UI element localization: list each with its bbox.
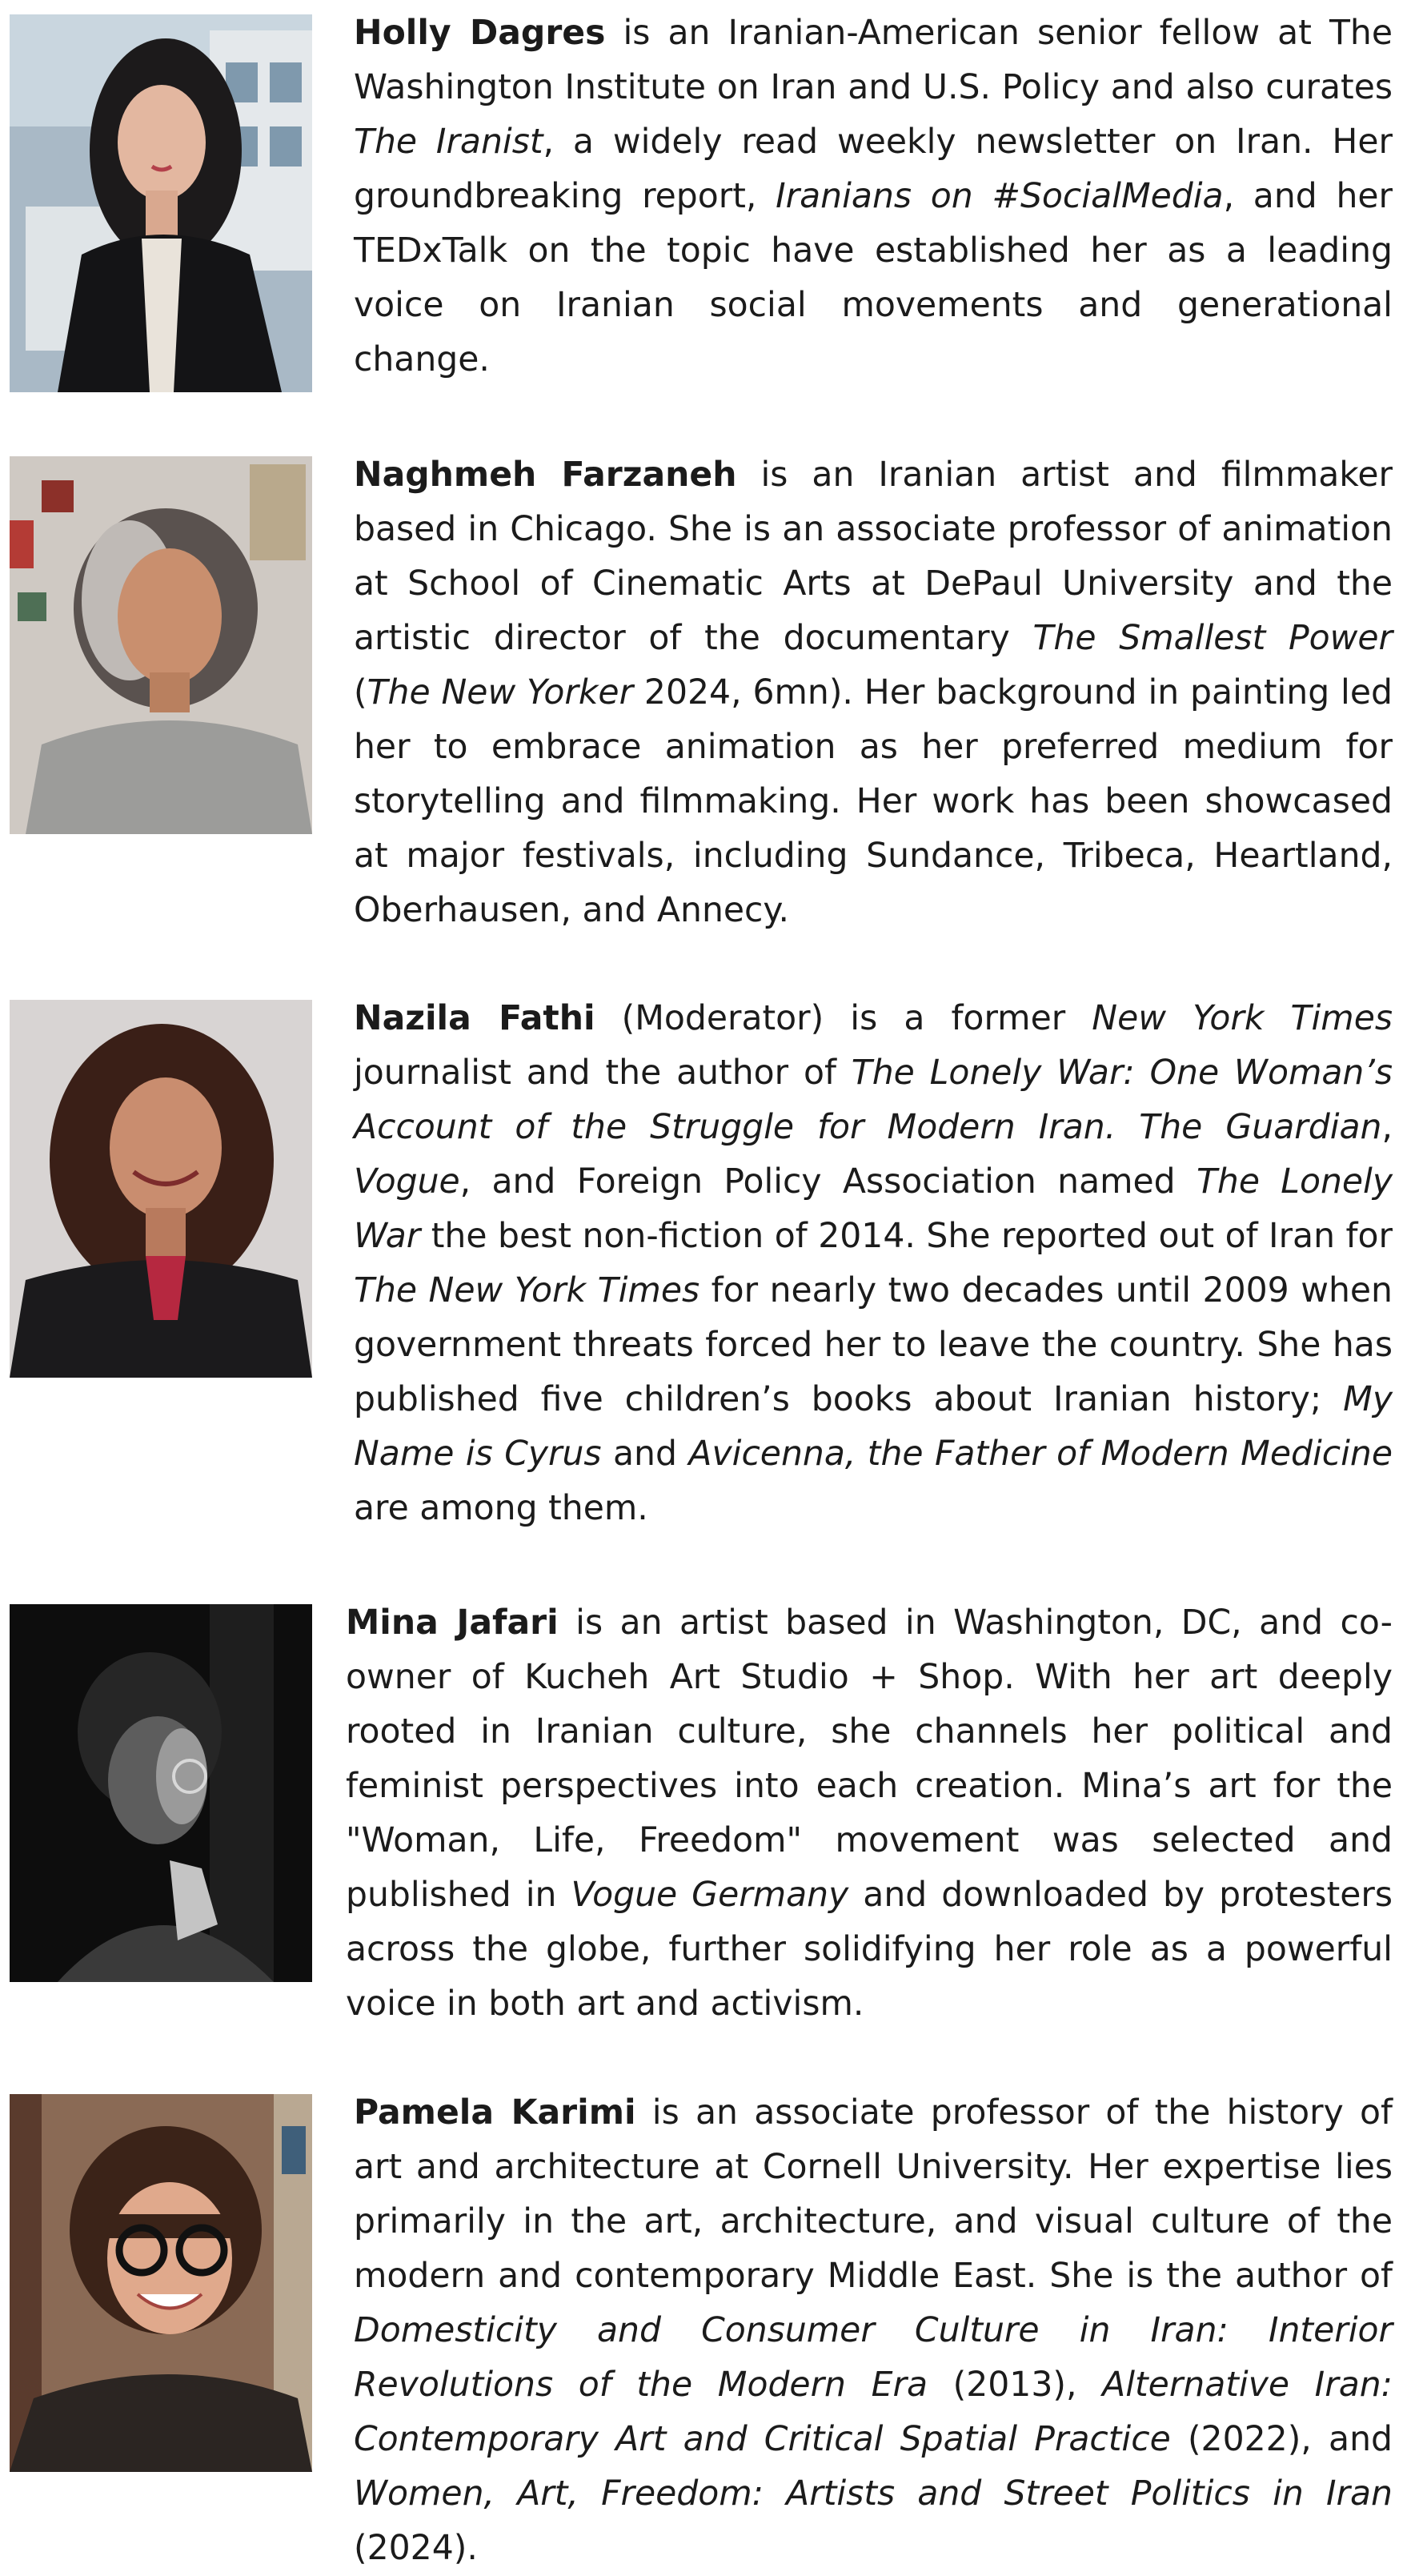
bio-text-segment: is an artist based in Washington, DC, and co-owner of Kucheh Art Studio + Shop. With her art deeply rooted in Iranian culture, she channels her political and feminist perspectives into each creation. Mina’s art for the "Woman, Life, Freedom" movement was selected and published in bbox=[346, 1603, 1393, 1915]
bio-text-segment: are among them. bbox=[354, 1489, 648, 1528]
bio-text-segment: for nearly two decades until 2009 when government threats forced her to leave the country. She has published five children’s books about Iranian history; bbox=[354, 1271, 1393, 1419]
person-name: Naghmeh Farzaneh bbox=[354, 455, 737, 495]
bio-text-segment: , a widely read weekly newsletter on Iran. Her groundbreaking report, bbox=[354, 122, 1393, 216]
publication-title: Vogue Germany bbox=[571, 1876, 849, 1915]
bio-text-segment: and downloaded by protesters across the globe, further solidifying her role as a powerful voice in both art and activism. bbox=[346, 1876, 1393, 2024]
bio-text-segment: (2013), bbox=[928, 2365, 1103, 2405]
portrait-photo bbox=[10, 456, 312, 834]
publication-title: New York Times bbox=[1092, 999, 1393, 1038]
portrait-nazila-fathi bbox=[10, 1000, 312, 1378]
portrait-holly-dagres bbox=[10, 14, 312, 392]
bio-text-segment: (2024). bbox=[354, 2529, 478, 2568]
bio-text-segment: journalist and the author of bbox=[354, 1053, 852, 1093]
portrait-photo bbox=[10, 1000, 312, 1378]
bio-text-segment: 2024, 6mn). Her background in painting led her to embrace animation as her preferred medium for storytelling and filmmaking. Her work has been showcased at major festivals, including Sundance, Tribeca, Heartland, Oberhausen, and Annecy. bbox=[354, 673, 1393, 930]
bio-text bbox=[354, 448, 1393, 938]
bio-text-segment: and bbox=[601, 1434, 689, 1474]
portrait-naghmeh-farzaneh bbox=[10, 456, 312, 834]
person-name: Pamela Karimi bbox=[354, 2093, 636, 2133]
bio-text-segment: ( bbox=[354, 673, 367, 712]
portrait-photo bbox=[10, 14, 312, 392]
book-title: Alternative Iran: Contemporary Art and Critical Spatial Practice bbox=[354, 2365, 1393, 2459]
book-title: Women, Art, Freedom: Artists and Street Politics in Iran bbox=[354, 2474, 1393, 2514]
bio-text-segment: is an Iranian artist and filmmaker based in Chicago. She is an associate professor of animation at School of Cinematic Arts at DePaul University and the artistic director of the documentary bbox=[354, 455, 1393, 658]
bio-text-segment: is an Iranian-American senior fellow at The Washington Institute on Iran and U.S. Policy and also curates bbox=[354, 14, 1393, 107]
person-name: Nazila Fathi bbox=[354, 999, 595, 1038]
publication-title: Vogue bbox=[354, 1162, 460, 1202]
portrait-photo bbox=[10, 2094, 312, 2472]
person-name: Mina Jafari bbox=[346, 1603, 559, 1643]
portrait-photo bbox=[10, 1604, 312, 1982]
book-title: Domesticity and Consumer Culture in Iran: Interior Revolutions of the Modern Era bbox=[354, 2311, 1393, 2405]
film-title: The Smallest Power bbox=[1032, 619, 1393, 658]
bio-text-segment: (2022), and bbox=[1170, 2420, 1393, 2459]
bio-text bbox=[346, 1596, 1393, 2032]
bio-text bbox=[354, 2086, 1393, 2576]
bio-text-segment: , and Foreign Policy Association named bbox=[459, 1162, 1197, 1202]
book-title: The Lonely War bbox=[354, 1162, 1393, 1256]
bio-text-segment: is an associate professor of the history of art and architecture at Cornell University. Her expertise lies primarily in the art, architecture, and visual culture of the modern and contemporary Middle East. She is the author of bbox=[354, 2093, 1393, 2296]
portrait-pamela-karimi bbox=[10, 2094, 312, 2472]
bio-text-segment: the best non-fiction of 2014. She reported out of Iran for bbox=[420, 1217, 1393, 1256]
publication-title: The Iranist bbox=[354, 122, 543, 162]
person-name: Holly Dagres bbox=[354, 14, 606, 53]
portrait-mina-jafari bbox=[10, 1604, 312, 1982]
bio-text bbox=[354, 992, 1393, 1536]
bio-text-segment: , and her TEDxTalk on the topic have established her as a leading voice on Iranian social movements and generational change. bbox=[354, 177, 1393, 379]
publication-title: The New Yorker bbox=[367, 673, 634, 712]
bio-text-segment: , bbox=[1381, 1108, 1393, 1147]
publication-title: The New York Times bbox=[354, 1271, 700, 1310]
publication-title: Iranians on #SocialMedia bbox=[776, 177, 1224, 216]
bio-text bbox=[354, 6, 1393, 387]
book-title: My Name is Cyrus bbox=[354, 1380, 1393, 1474]
book-title: Avicenna, the Father of Modern Medicine bbox=[688, 1434, 1393, 1474]
bio-text-segment: (Moderator) is a former bbox=[595, 999, 1092, 1038]
book-title: The Lonely War: One Woman’s Account of the Struggle for Modern Iran. The Guardian bbox=[354, 1053, 1393, 1147]
